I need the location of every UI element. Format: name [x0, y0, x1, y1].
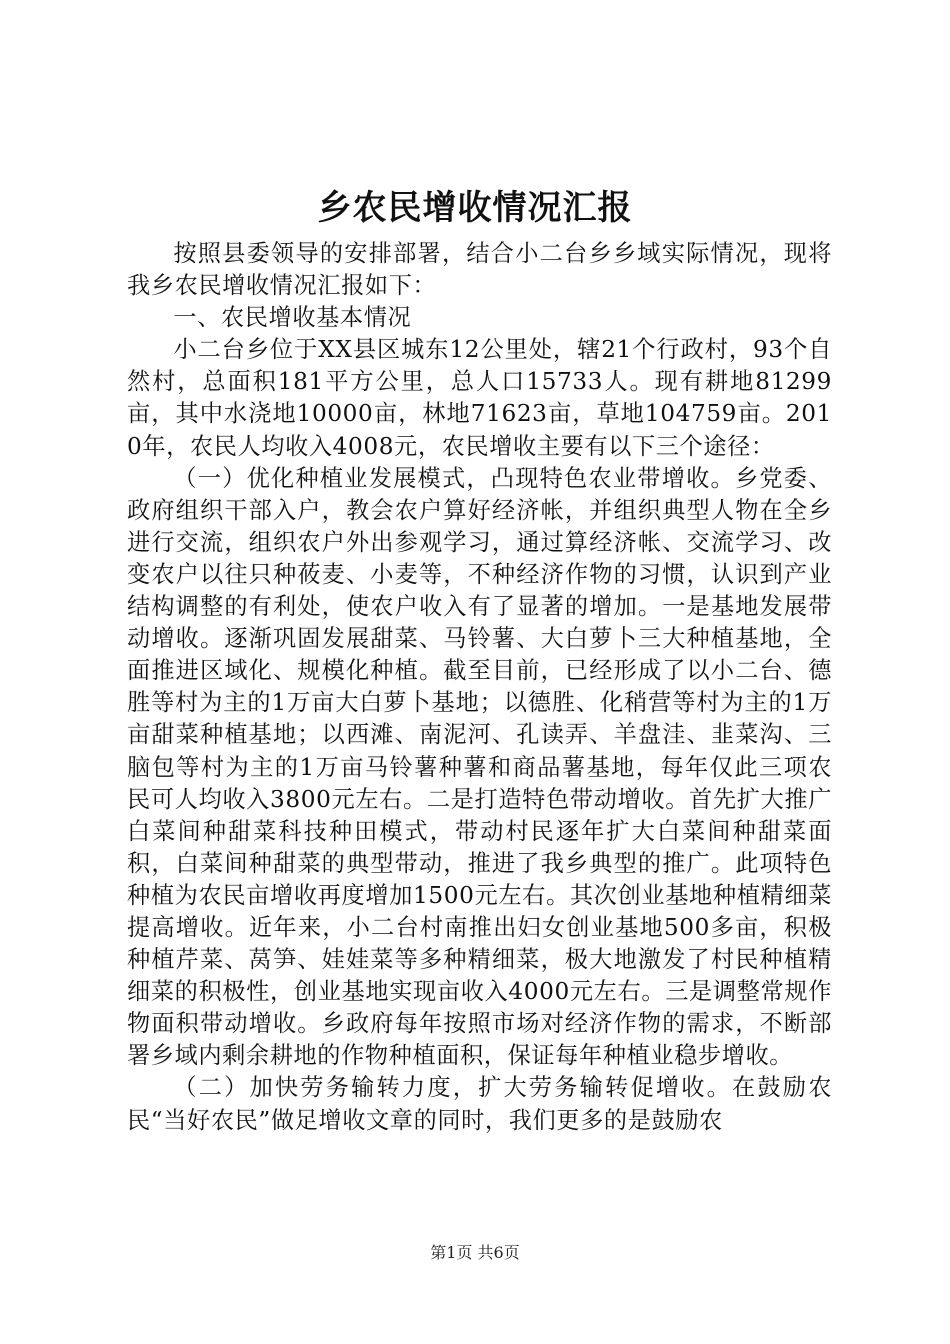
overview-paragraph: 小二台乡位于XX县区城东12公里处，辖21个行政村，93个自然村，总面积181平方公里，总人口15733人。现有耕地81299亩，其中水浇地10000亩，林地71623亩，草地104759亩。2010年，农民人均收入4008元，农民增收主要有以下三个途径：	[127, 336, 832, 460]
page-footer: 第1页 共6页	[430, 1243, 520, 1262]
section-heading: 一、农民增收基本情况	[173, 304, 412, 332]
labor-paragraph: （二）加快劳务输转力度，扩大劳务输转促增收。在鼓励农民“当好农民”做足增收文章的同时，我们更多的是鼓励农	[127, 1074, 832, 1134]
document-title: 乡农民增收情况汇报	[317, 188, 633, 228]
planting-paragraph: （一）优化种植业发展模式，凸现特色农业带增收。乡党委、政府组织干部入户，教会农户算好经济帐，并组织典型人物在全乡进行交流，组织农户外出参观学习，通过算经济帐、交流学习、改变农户以往只种莜麦、小麦等，不种经济作物的习惯，认识到产业结构调整的有利处，使农户收入有了显著的增加。一是基地发展带动增收。逐渐巩固发展甜菜、马铃薯、大白萝卜三大种植基地，全面推进区域化、规模化种植。截至目前，已经形成了以小二台、德胜等村为主的1万亩大白萝卜基地；以德胜、化稍营等村为主的1万亩甜菜种植基地；以西滩、南泥河、孔读弄、羊盘洼、韭菜沟、三脑包等村为主的1万亩马铃薯种薯和商品薯基地，每年仅此三项农民可人均收入3800元左右。二是打造特色带动增收。首先扩大推广白菜间种甜菜科技种田模式，带动村民逐年扩大白菜间种甜菜面积，白菜间种甜菜的典型带动，推进了我乡典型的推广。此项特色种植为农民亩增收再度增加1500元左右。其次创业基地种植精细菜提高增收。近年来，小二台村南推出妇女创业基地500多亩，积极种植芹菜、莴笋、娃娃菜等多种精细菜，极大地激发了村民种植精细菜的积极性，创业基地实现亩收入4000元左右。三是调整常规作物面积带动增收。乡政府每年按照市场对经济作物的需求，不断部署乡域内剩余耕地的作物种植面积，保证每年种植业稳步增收。	[127, 464, 832, 1070]
document-body	[127, 238, 832, 1137]
intro-paragraph: 按照县委领导的安排部署，结合小二台乡乡域实际情况，现将我乡农民增收情况汇报如下：	[127, 240, 832, 300]
